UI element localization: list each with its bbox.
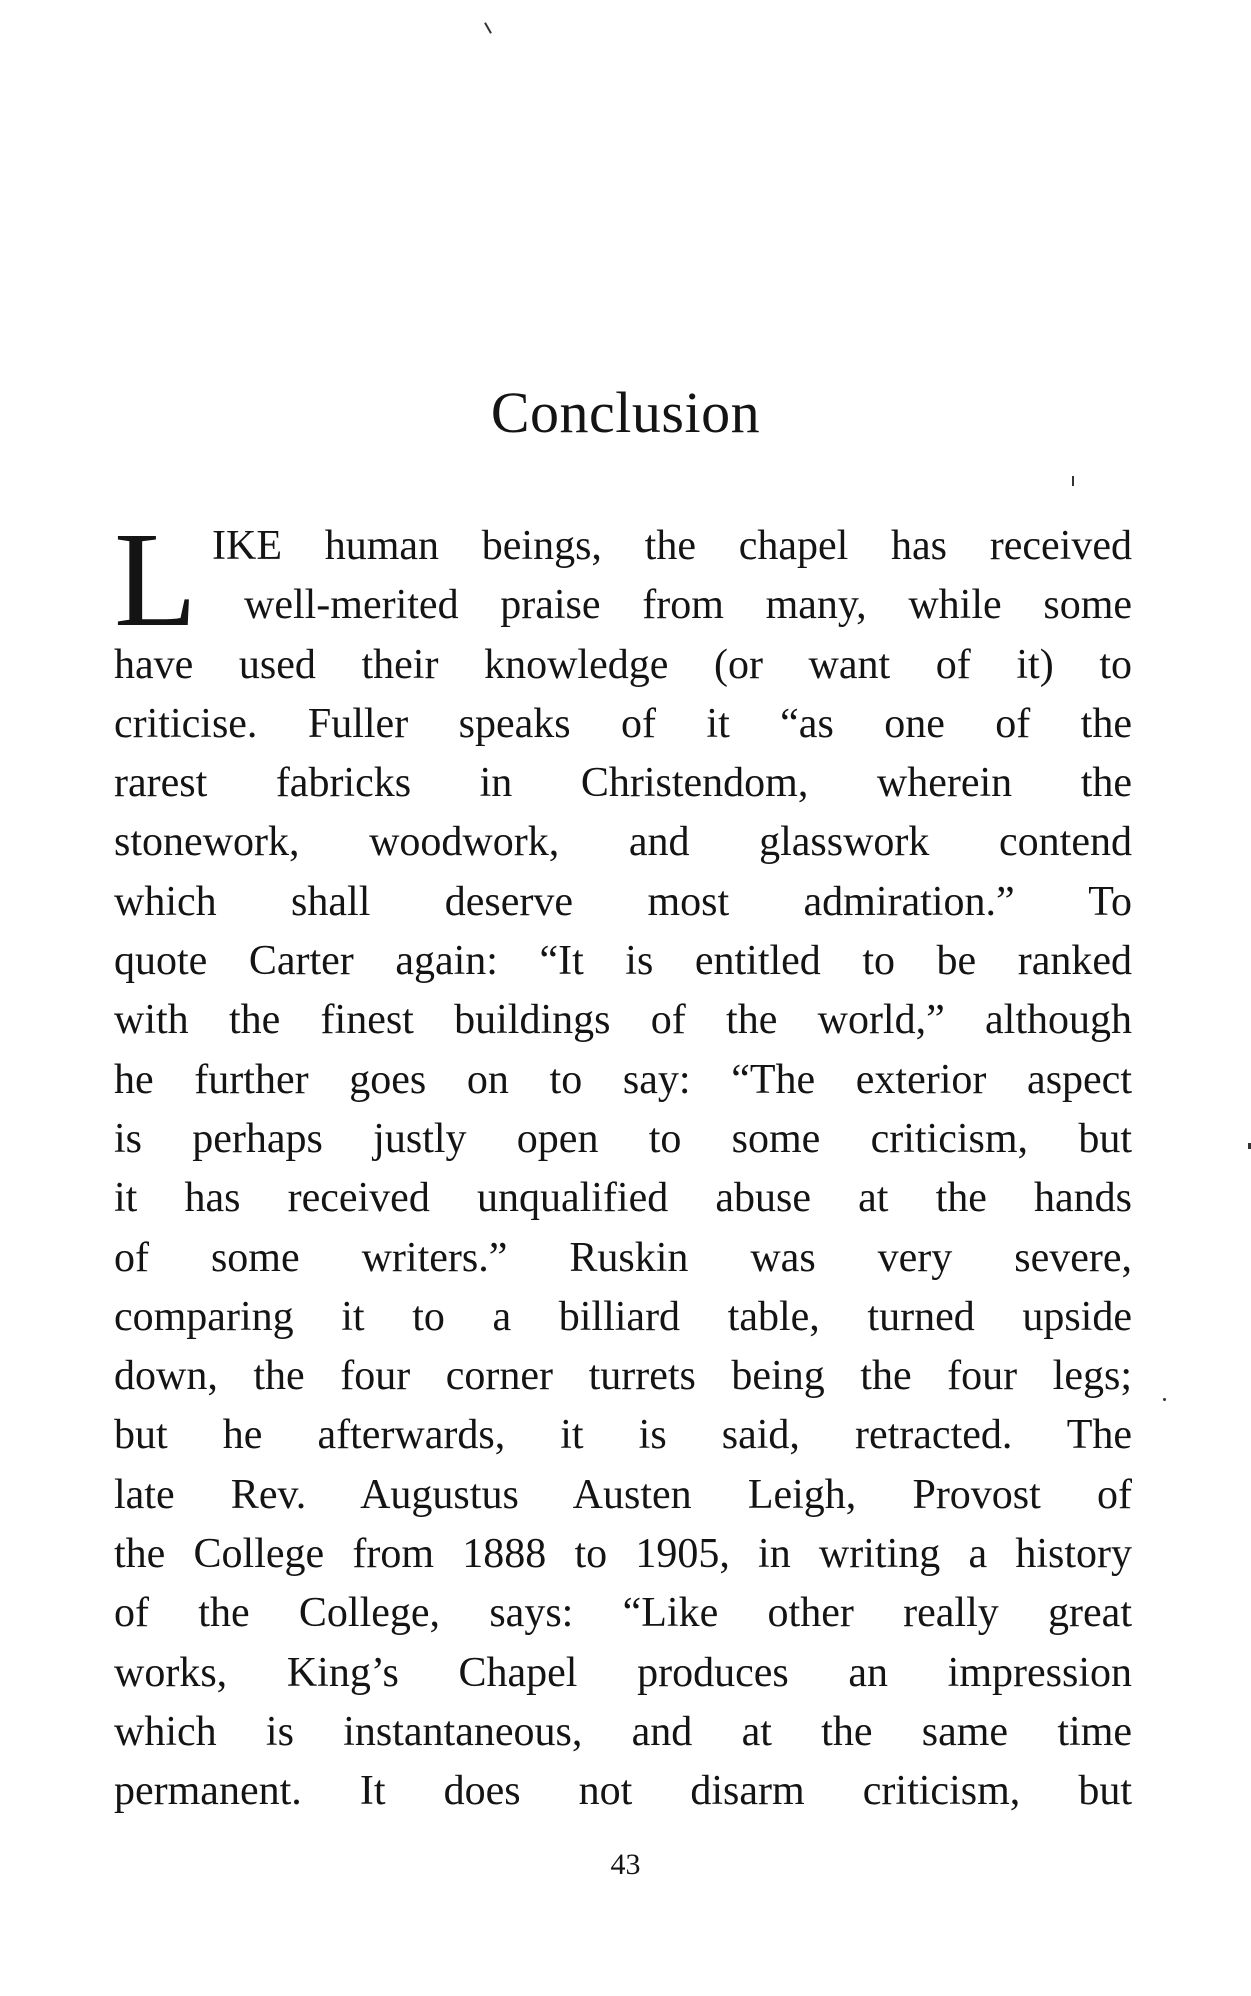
text-line: it has received unqualified abuse at the hands bbox=[114, 1175, 1132, 1222]
text-line: rarest fabricks in Christendom, wherein the bbox=[114, 760, 1132, 807]
text-line: quote Carter again: “It is entitled to be ranked bbox=[114, 938, 1132, 985]
text-line: well-merited praise from many, while some bbox=[244, 582, 1132, 629]
text-line: criticise. Fuller speaks of it “as one of the bbox=[114, 700, 1132, 747]
text-line: comparing it to a billiard table, turned upside bbox=[114, 1293, 1132, 1340]
print-speck bbox=[1163, 1398, 1166, 1401]
text-line: of the College, says: “Like other really great bbox=[114, 1590, 1132, 1637]
text-line: permanent. It does not disarm criticism, but bbox=[114, 1768, 1132, 1815]
text-line: stonework, woodwork, and glasswork contend bbox=[114, 819, 1132, 866]
text-line: the College from 1888 to 1905, in writing a history bbox=[114, 1531, 1132, 1578]
text-line: of some writers.” Ruskin was very severe, bbox=[114, 1234, 1132, 1281]
text-line: is perhaps justly open to some criticism, but bbox=[114, 1115, 1132, 1162]
page-number: 43 bbox=[610, 1848, 641, 1881]
text-line: down, the four corner turrets being the four legs; bbox=[114, 1353, 1132, 1400]
body-paragraph bbox=[114, 505, 1132, 1822]
drop-cap: L bbox=[114, 505, 198, 655]
text-line: he further goes on to say: “The exterior aspect bbox=[114, 1056, 1132, 1103]
text-line: which shall deserve most admiration.” To bbox=[114, 878, 1132, 925]
chapter-title: Conclusion bbox=[490, 380, 761, 445]
text-line: works, King’s Chapel produces an impression bbox=[114, 1649, 1132, 1696]
text-line: with the finest buildings of the world,” although bbox=[114, 997, 1132, 1044]
text-line: have used their knowledge (or want of it) to bbox=[114, 641, 1132, 688]
print-speck bbox=[484, 22, 492, 33]
text-line: late Rev. Augustus Austen Leigh, Provost of bbox=[114, 1471, 1132, 1518]
text-line: IKE human beings, the chapel has received bbox=[212, 523, 1132, 569]
text-line: but he afterwards, it is said, retracted. The bbox=[114, 1412, 1132, 1459]
text-line: which is instantaneous, and at the same time bbox=[114, 1708, 1132, 1755]
print-speck bbox=[1072, 476, 1074, 486]
